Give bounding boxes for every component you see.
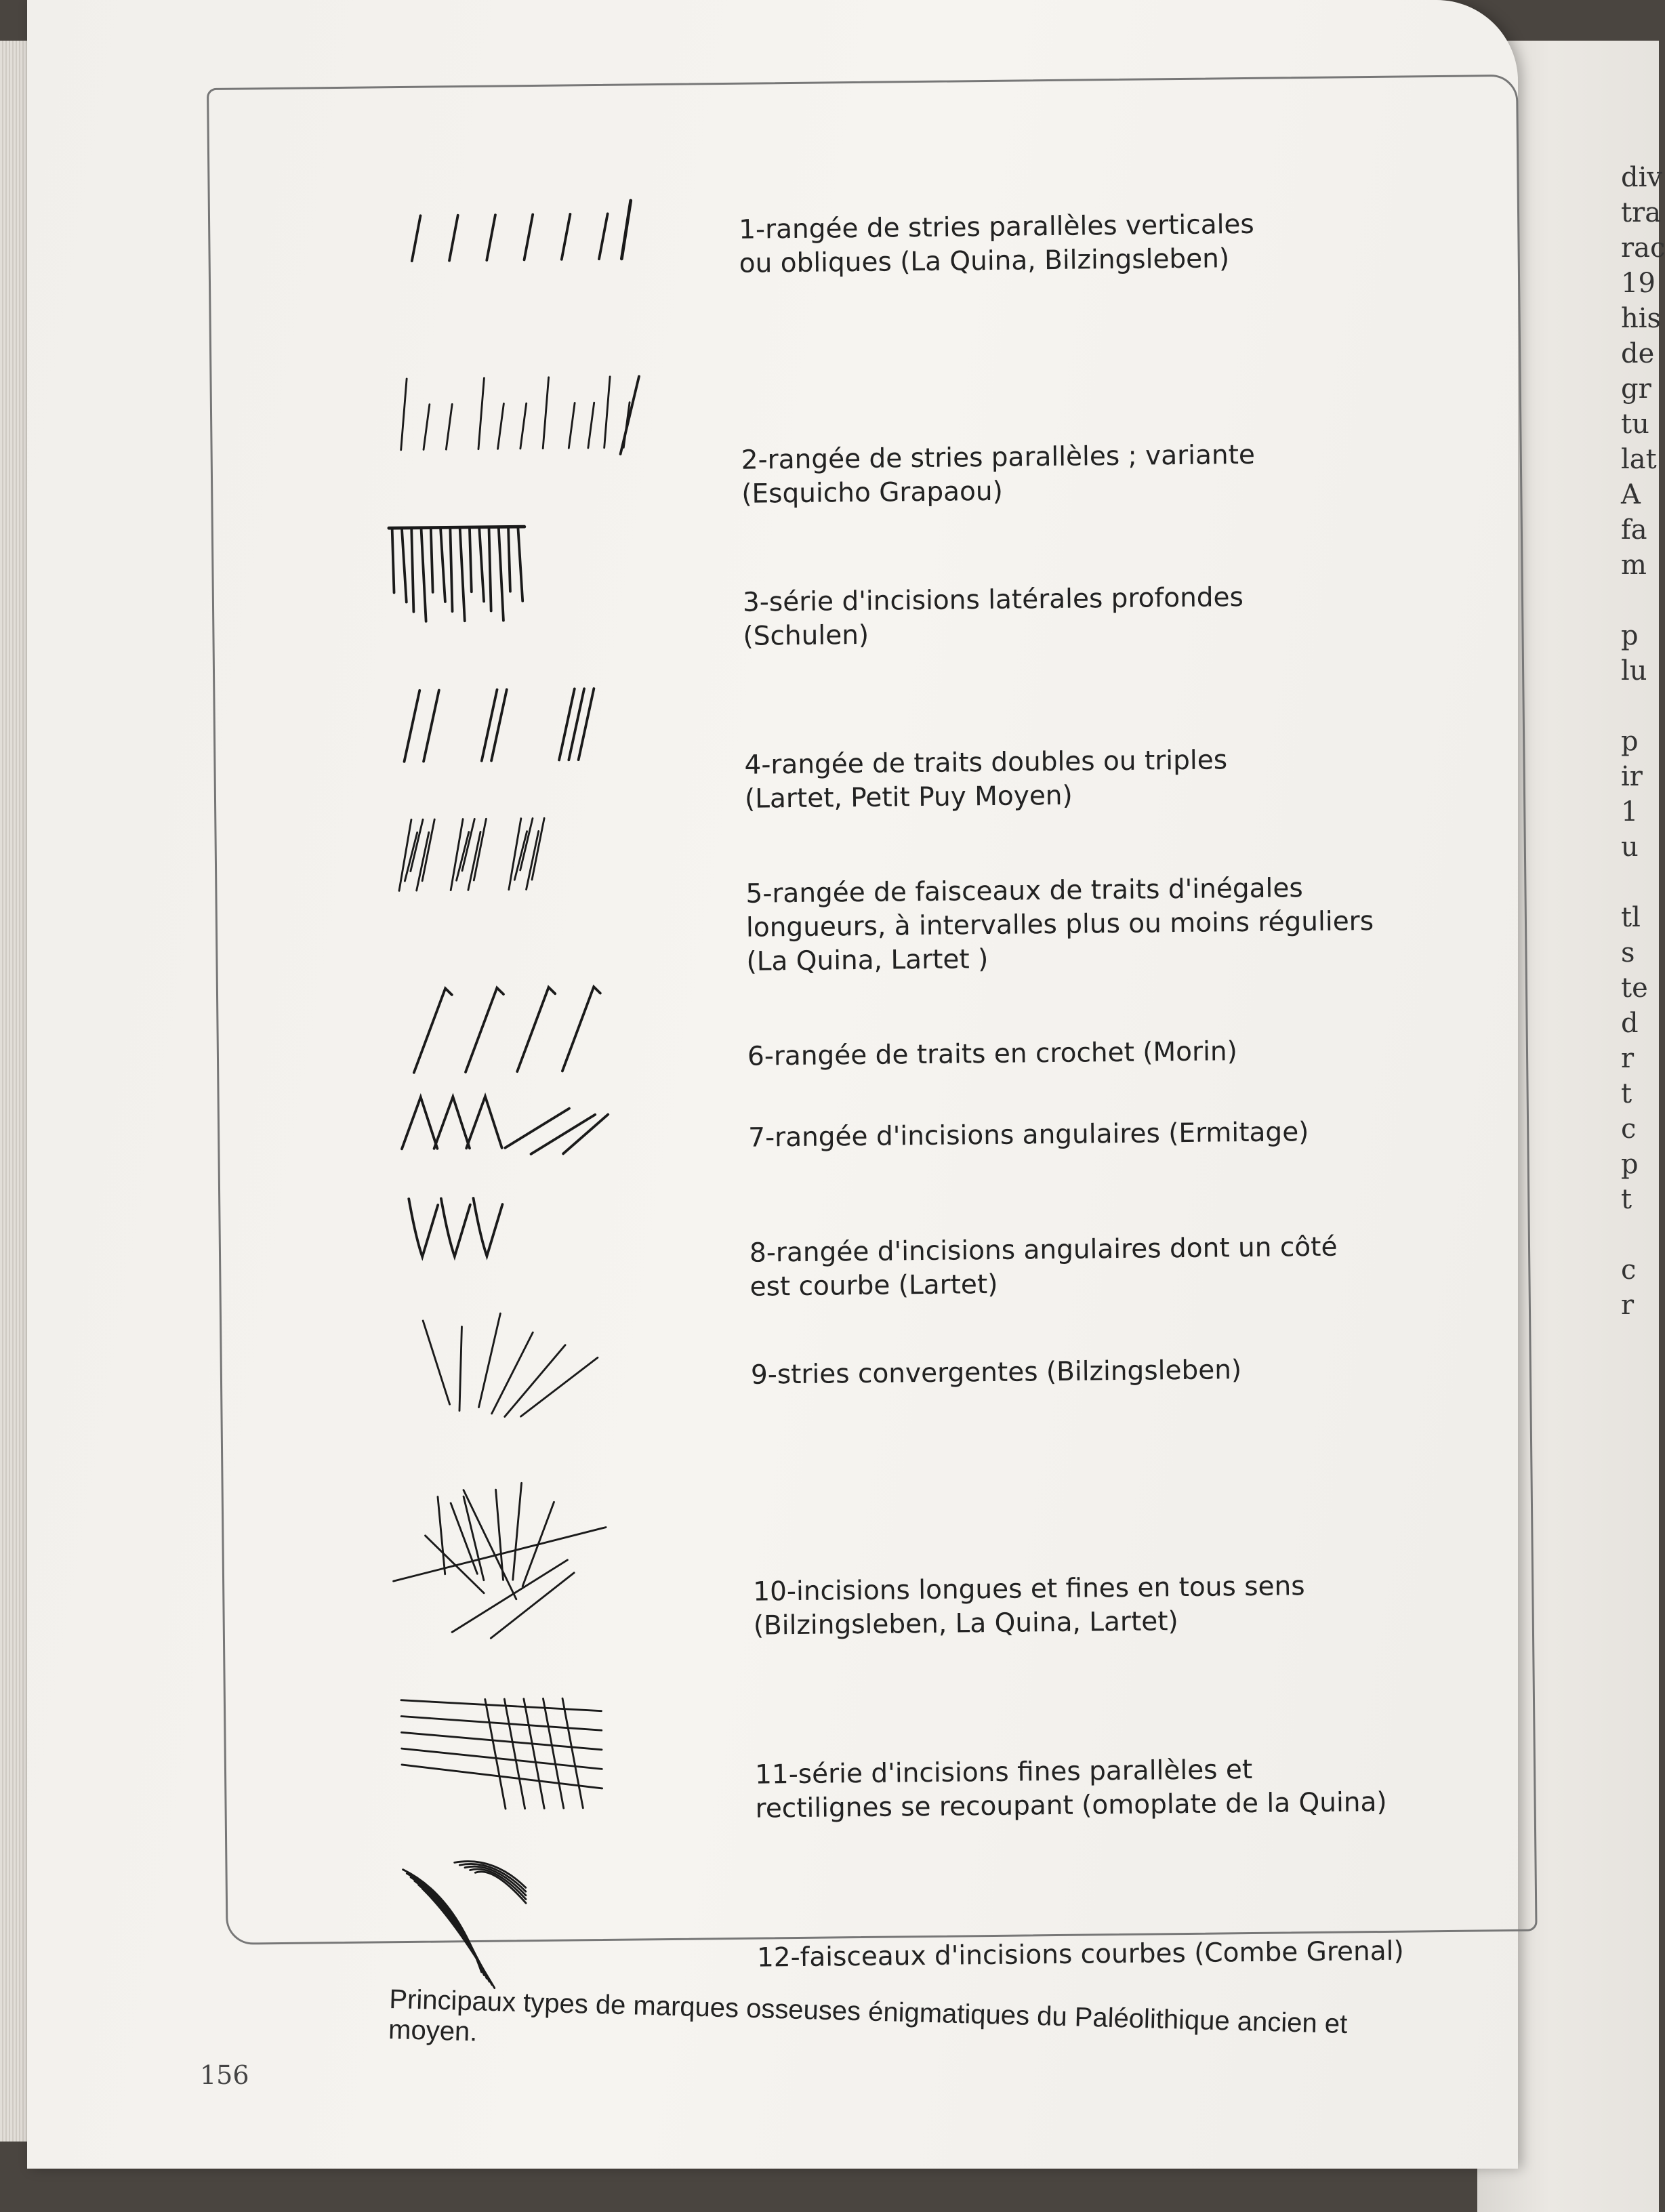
incision-mark-drawing xyxy=(384,1298,657,1450)
figure-item-1 xyxy=(210,178,1521,279)
facing-page-line: div xyxy=(1621,162,1662,193)
random-fine-incisions-drawing xyxy=(386,1475,658,1626)
figure-item-label: 11-série d'incisions fines parallèles et rectilignes se recoupant (omoplate de la Quina) xyxy=(754,1754,1387,1824)
facing-page-line xyxy=(1621,583,1659,618)
facing-page-line xyxy=(1621,1217,1659,1252)
facing-page-line: 19 xyxy=(1621,268,1656,299)
figure-item-4 xyxy=(215,659,1526,815)
facing-page-line: his xyxy=(1621,303,1662,334)
figure-frame xyxy=(207,75,1538,1973)
incision-mark-drawing xyxy=(376,506,649,657)
facing-page-line: t xyxy=(1621,1078,1632,1109)
figure-item-label: 10-incisions longues et fines en tous sens (Bilzingsleben, La Quina, Lartet) xyxy=(753,1571,1305,1641)
facing-page-line: tu xyxy=(1621,409,1649,440)
facing-page-line: A xyxy=(1621,479,1641,510)
figure-item-label: 8-rangée d'incisions angulaires dont un côté est courbe (Lartet) xyxy=(749,1231,1338,1303)
facing-page-text xyxy=(1621,160,1665,1323)
deep-lateral-incisions-drawing xyxy=(376,506,649,657)
facing-page-line: c xyxy=(1621,1113,1637,1145)
figure-item-label: 7-rangée d'incisions angulaires (Ermitage) xyxy=(748,1117,1309,1153)
facing-page-line: lu xyxy=(1621,655,1647,687)
incision-mark-drawing xyxy=(390,1841,662,1992)
figure-item-label: 1-rangée de stries parallèles verticales ou obliques (La Quina, Bilzingsleben) xyxy=(738,209,1254,279)
incision-mark-drawing xyxy=(373,187,645,339)
facing-page-line: c xyxy=(1621,1254,1637,1286)
facing-page-line: 1 xyxy=(1621,796,1639,827)
figure-item-label: 3-série d'incisions latérales profondes (Schulen) xyxy=(742,582,1244,652)
curved-incision-bundles-drawing xyxy=(390,1841,662,1992)
figure-item-label: 2-rangée de stries parallèles ; variante (Esquicho Grapaou) xyxy=(741,439,1256,510)
facing-page-line: d xyxy=(1621,1008,1639,1039)
facing-page-line: fa xyxy=(1621,514,1647,546)
figure-item-label: 5-rangée de faisceaux de traits d'inégales longueurs, à intervalles plus ou moins réguliers (La Quina, Lartet ) xyxy=(745,873,1374,977)
figure-item-label: 12-faisceaux d'incisions courbes (Combe Grenal) xyxy=(756,1936,1404,1973)
stroke-bundles-drawing xyxy=(379,804,651,956)
convergent-stripes-drawing xyxy=(384,1298,657,1450)
facing-page-line: lat xyxy=(1621,444,1657,475)
facing-page-line: p xyxy=(1621,726,1639,757)
figure-item-2 xyxy=(211,348,1523,510)
facing-page-line: ir xyxy=(1621,761,1643,792)
facing-page-line: t xyxy=(1621,1184,1632,1215)
facing-page-line: r xyxy=(1621,1290,1635,1321)
facing-page-line: te xyxy=(1621,972,1648,1004)
parallel-stripes-variant-drawing xyxy=(374,356,646,508)
facing-page-line xyxy=(1621,865,1659,900)
facing-page-line: u xyxy=(1621,832,1639,863)
figure-item-label: 9-stries convergentes (Bilzingsleben) xyxy=(750,1355,1242,1391)
figure-item-11 xyxy=(226,1662,1537,1824)
figure-item-label: 4-rangée de traits doubles ou triples (Lartet, Petit Puy Moyen) xyxy=(744,745,1228,815)
facing-page-line: m xyxy=(1621,550,1647,581)
figure-item-10 xyxy=(223,1466,1534,1641)
book-page xyxy=(27,0,1518,2169)
figure-item-12 xyxy=(227,1832,1538,1973)
incision-mark-drawing xyxy=(377,668,650,820)
page-number: 156 xyxy=(200,2060,249,2090)
incision-mark-drawing xyxy=(379,804,651,956)
facing-page-line: de xyxy=(1621,338,1655,369)
incision-mark-drawing xyxy=(374,356,646,508)
figure-caption: Principaux types de marques osseuses énigmatiques du Paléolithique ancien et moyen. xyxy=(388,1984,1348,2047)
facing-page-line xyxy=(1621,689,1659,724)
figure-item-label: 6-rangée de traits en crochet (Morin) xyxy=(747,1036,1238,1072)
facing-page-line: gr xyxy=(1621,373,1651,405)
facing-page-line: p xyxy=(1621,1149,1639,1180)
facing-page-line: tra xyxy=(1621,197,1662,228)
parallel-stripes-drawing xyxy=(373,187,645,339)
facing-page-line: s xyxy=(1621,937,1635,968)
incision-mark-drawing xyxy=(386,1475,658,1626)
facing-page-line: rac xyxy=(1621,232,1665,264)
double-triple-strokes-drawing xyxy=(377,668,650,820)
facing-page-line: p xyxy=(1621,620,1639,651)
crosshatch-incisions-drawing xyxy=(388,1671,661,1823)
incision-mark-drawing xyxy=(388,1671,661,1823)
facing-page-line: r xyxy=(1621,1043,1635,1074)
facing-page-line: tl xyxy=(1621,902,1641,933)
